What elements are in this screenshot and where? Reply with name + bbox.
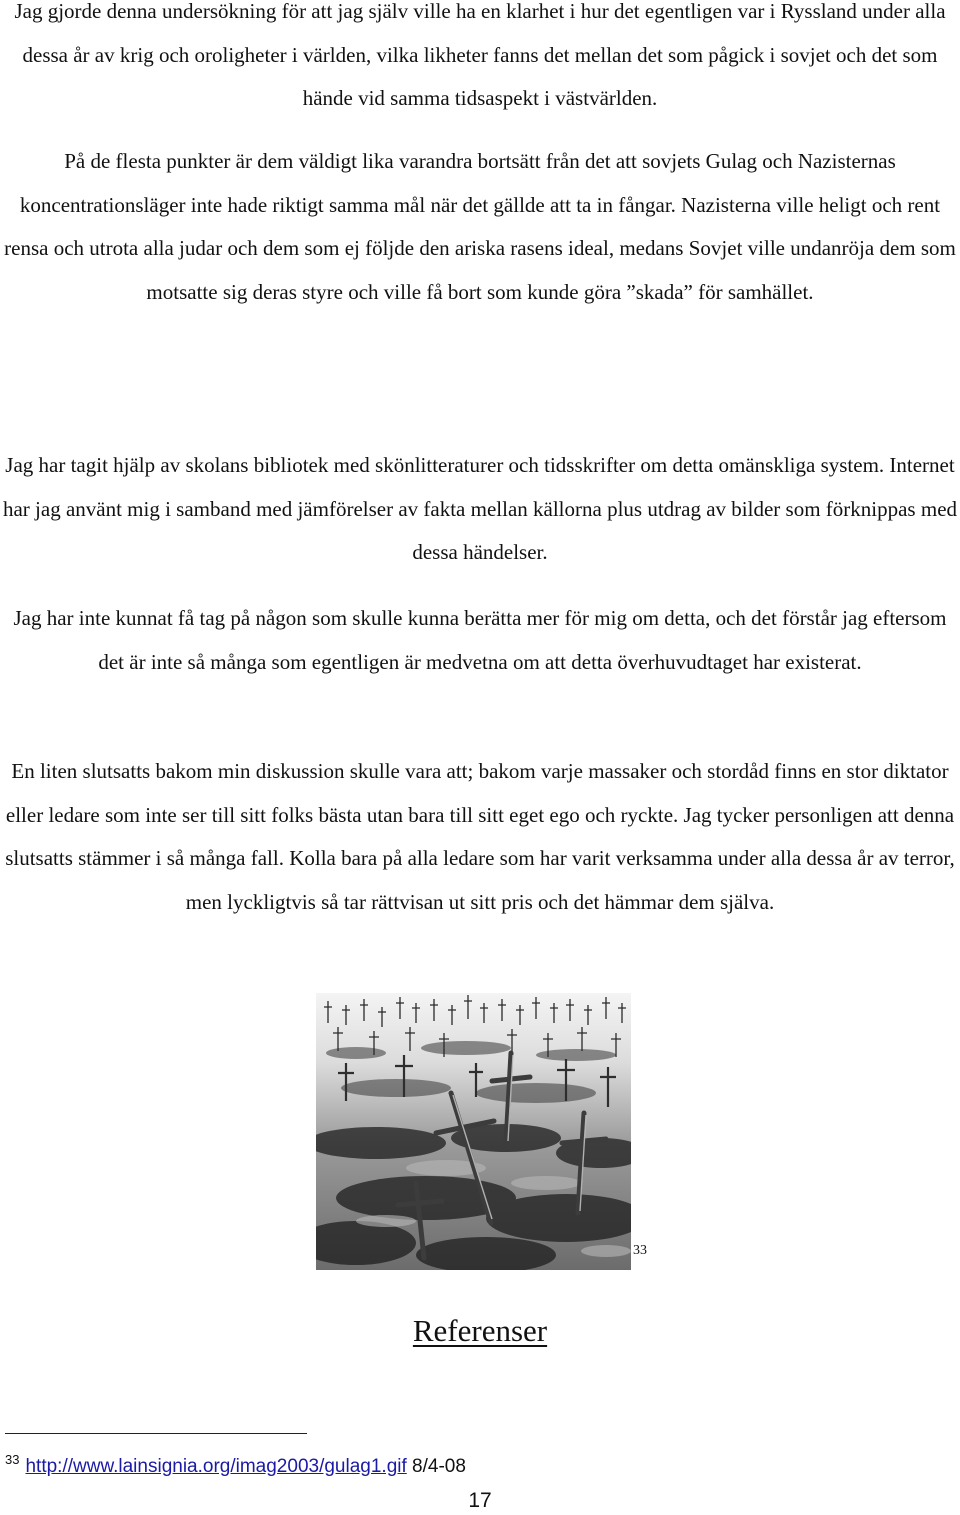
figure-footnote-reference: 33 <box>633 1243 647 1258</box>
comparison-paragraph: På de flesta punkter är dem väldigt lika varandra bortsätt från det att sovjets Gulag och Nazisternas koncentrationsläger inte hade riktigt samma mål när det gällde att ta in fångar. Nazisterna ville heligt och rent rensa och utrota alla judar och dem som ej följde den ariska rasens ideal, medans Sovjet ville undanröja dem som motsatte sig deras styre och ville få bort som kunde göra ”skada” för samhället. <box>4 149 956 304</box>
gulag-graves-photo <box>316 993 631 1270</box>
sources-paragraph: Jag har tagit hjälp av skolans bibliotek med skönlitteraturer och tidsskrifter om detta omänskliga system. Internet har jag använt mig i samband med jämförelser av fakta mellan källorna plus utdrag av bilder som förknippas med dessa händelser. <box>2 453 958 564</box>
conclusion-paragraph: En liten slutsatts bakom min diskussion skulle vara att; bakom varje massaker och stordåd finns en stor diktator eller ledare som inte ser till sitt folks bästa utan bara till sitt eget ego och ryckte. Jag tycker personligen att denna slutsatts stämmer i så många fall. Kolla bara på alla ledare som har varit verksamma under alla dessa år av terror, men lyckligtvis så tar rättvisan ut sitt pris och det hämmar dem själva. <box>5 759 955 914</box>
graves-photo-drawing <box>316 993 631 1270</box>
page-number: 17 <box>468 1489 492 1512</box>
footnote-date: 8/4-08 <box>412 1456 466 1477</box>
footnote-link[interactable]: http://www.lainsignia.org/imag2003/gulag1.gif <box>25 1456 407 1477</box>
footnote <box>5 1445 466 1482</box>
references-heading-text: Referenser <box>412 1313 548 1348</box>
footnote-number: 33 <box>5 1452 20 1467</box>
intro-paragraph: Jag gjorde denna undersökning för att jag själv ville ha en klarhet i hur det egentligen var i Ryssland under alla dessa år av krig och oroligheter i världen, vilka likheter fanns det mellan det som pågick i sovjet och det som hände vid samma tidsaspekt i västvärlden. <box>14 0 946 110</box>
interview-paragraph: Jag har inte kunnat få tag på någon som skulle kunna berätta mer för mig om detta, och det förstår jag eftersom det är inte så många som egentligen är medvetna om att detta överhuvudtaget har existerat. <box>13 606 947 674</box>
references-heading <box>0 1310 960 1352</box>
footnote-separator <box>5 1433 307 1434</box>
